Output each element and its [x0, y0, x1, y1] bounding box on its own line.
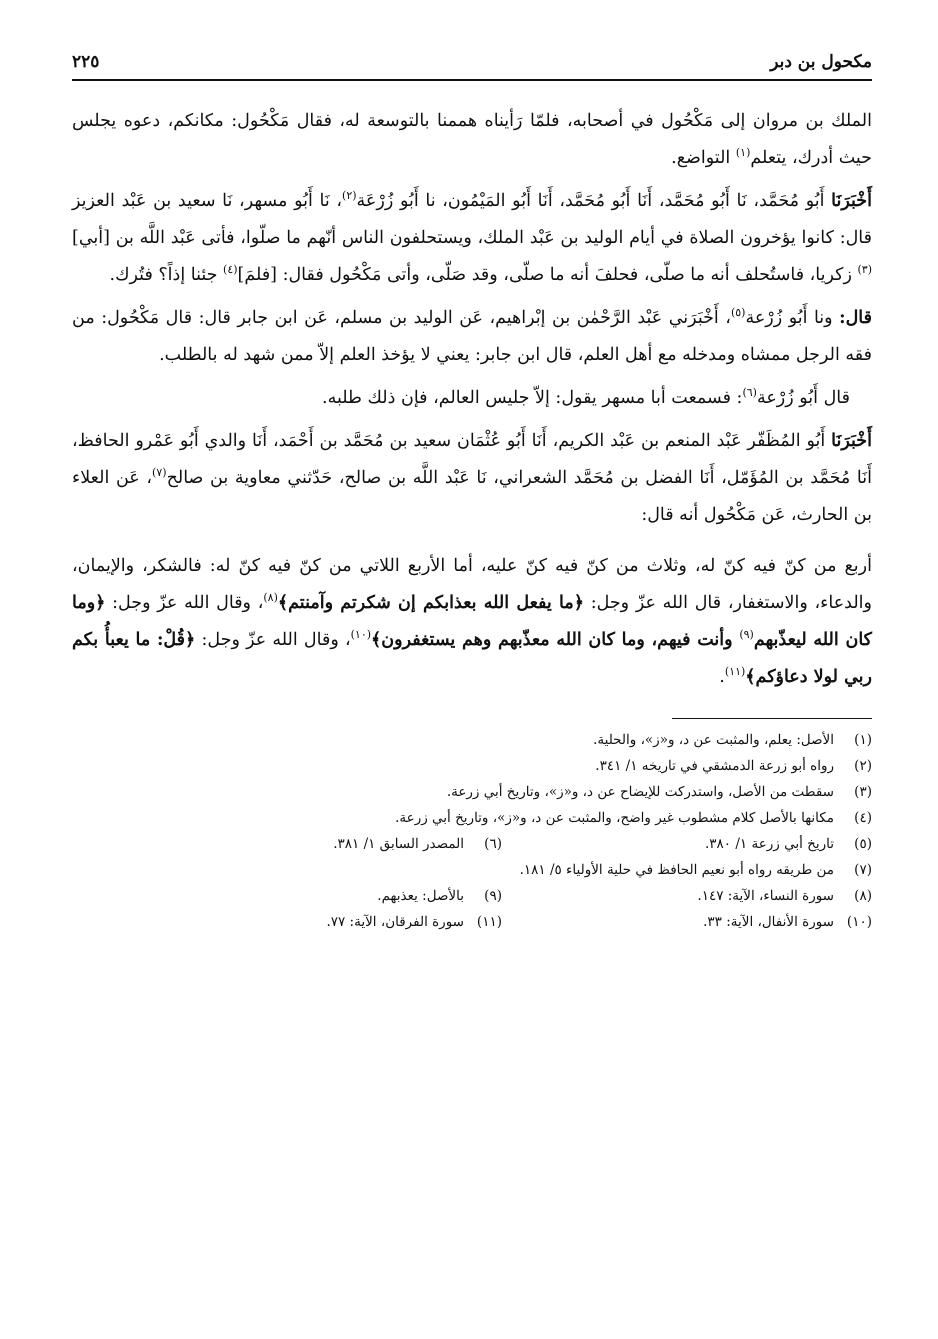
paragraph-text: الملك بن مروان إلى مَكْحُول في أصحابه، فلمّا رَأيناه هممنا بالتوسعة له، فقال مَكْحُول: مكانكم، دعوه يجلس حيث أدرك، يتعلم: [72, 111, 872, 168]
footnote-text: الأصل: يعلم، والمثبت عن د، و«ز»، والحلية.: [593, 732, 834, 748]
footnote-text: سقطت من الأصل، واستدركت للإيضاح عن د، و«ز»، وتاريخ أبي زرعة.: [446, 784, 834, 800]
main-text: [72, 103, 872, 696]
paragraph-text: ، نَا أَبُو مسهر، نَا سعيد بن عَبْد العزيز قال: كانوا يؤخرون الصلاة في أيام الوليد بن عَبْد الملك، ويستحلفون الناس أنّهم ما صلّوا، فأتى عَبْد اللَّه بن [أبي]: [72, 191, 872, 248]
footnote-number: (٩): [484, 888, 502, 904]
footnote-ref-5[interactable]: (٥): [730, 306, 746, 320]
paragraph-text: ، أَخْبَرَني عَبْد الرَّحْمٰن بن إبْراهيم، عَن الوليد بن مسلم، عَن ابن جابر قال: قال مَكْحُول: من فقه الرجل ممشاه ومدخله مع أهل العلم، قال ابن جابر: يعني لا يؤخذ العلم إلاّ ممن شهد له بالطلب.: [72, 308, 872, 365]
footnote-text: تاريخ أبي زرعة ١/ ٣٨٠.: [705, 836, 834, 852]
footnote-text: رواه أبو زرعة الدمشقي في تاريخه ١/ ٣٤١.: [595, 758, 834, 774]
footnote-ref-10[interactable]: (١٠): [350, 628, 372, 642]
quran-quote-2-cont: وأنت فيهم، وما كان الله معذّبهم وهم يستغفرون﴾: [371, 630, 740, 650]
book-page: [72, 52, 872, 935]
footnote-text: من طريقه رواه أبو نعيم الحافظ في حلية الأولياء ٥/ ١٨١.: [519, 862, 834, 878]
footnote-ref-3[interactable]: (٣): [857, 263, 872, 277]
paragraph-text: أربع من كنّ فيه كنّ له، وثلاث من كنّ فيه كنّ عليه، أما الأربع اللاتي من كنّ فيه كنّ له: فالشكر، والإيمان، والدعاء، والاستغفار، قال الله عزّ وجل:: [72, 556, 872, 613]
footnote-8: [502, 883, 872, 909]
paragraph-6: [72, 548, 872, 696]
paragraph-text: .: [719, 667, 725, 687]
isnad-lead: قال:: [839, 308, 872, 328]
footnote-number: (٤): [854, 810, 872, 826]
footnote-1: [72, 727, 872, 753]
paragraph-text: جئنا إذاً؟ فتُرك.: [109, 265, 224, 285]
running-header: [72, 52, 872, 81]
footnote-number: (٢): [854, 758, 872, 774]
footnote-ref-11[interactable]: (١١): [724, 665, 746, 679]
paragraph-5: [72, 423, 872, 534]
chapter-title: مكحول بن دبر: [770, 52, 872, 72]
footnote-number: (٣): [854, 784, 872, 800]
footnote-ref-9[interactable]: (٩): [739, 628, 754, 642]
isnad-lead: أَخْبَرَنَا: [831, 431, 872, 451]
footnote-text: بالأصل: يعذبهم.: [377, 888, 464, 904]
paragraph-text: زكريا، فاستُحلف أنه ما صلّى، فحلفَ أنه ما صلّى، وقد صَلّى، وأتى مَكْحُول فقال: [فلمَ]: [237, 265, 858, 285]
paragraph-1: [72, 103, 872, 177]
paragraph-2: [72, 183, 872, 294]
paragraph-text: : فسمعت أبا مسهر يقول: إلاّ جليس العالم، فإن ذلك طلبه.: [322, 388, 743, 408]
footnote-4: [72, 805, 872, 831]
footnote-number: (١٠): [846, 914, 872, 930]
footnote-number: (٧): [854, 862, 872, 878]
footnote-row: [72, 909, 872, 935]
paragraph-text: ، وقال الله عزّ وجل:: [105, 593, 264, 613]
paragraph-3: [72, 300, 872, 374]
footnote-ref-2[interactable]: (٢): [342, 189, 357, 203]
footnote-text: المصدر السابق ١/ ٣٨١.: [333, 836, 464, 852]
page-number: ٢٢٥: [72, 52, 100, 72]
footnote-5: [502, 831, 872, 857]
footnote-10: [502, 909, 872, 935]
paragraph-text: أَبُو المُظَفّر عَبْد المنعم بن عَبْد الكريم، أَنَا أَبُو عُثْمَان سعيد بن مُحَمَّد بن أَحْمَد، أَنَا والدي أَبُو عَمْرو الحافظ، أَنَا مُحَمَّد بن المُؤَمّل، أَنَا الفضل بن مُحَمَّد الشعراني، نَا عَبْد اللَّه بن صالح، حَدّثني معاوية بن صالح: [72, 431, 872, 488]
footnote-2: [72, 753, 872, 779]
quran-quote-2: ﴿وما كان الله ليعذّبهم: [72, 593, 872, 650]
footnote-number: (٨): [854, 888, 872, 904]
footnote-row: [72, 883, 872, 909]
footnote-ref-1[interactable]: (١): [735, 146, 751, 160]
footnote-number: (٥): [854, 836, 872, 852]
footnote-ref-8[interactable]: (٨): [263, 591, 278, 605]
quran-quote-1: ﴿ما يفعل الله بعذابكم إن شكرتم وآمنتم﴾: [277, 593, 584, 613]
paragraph-text: ، وقال الله عزّ وجل:: [195, 630, 351, 650]
footnote-number: (١): [854, 732, 872, 748]
paragraph-text: أَبُو مُحَمَّد، نَا أَبُو مُحَمَّد، أَنَا أَبُو مُحَمَّد، أَنَا أَبُو المَيْمُون، نا أَبُو زُرْعَة: [356, 191, 832, 211]
footnote-text: سورة النساء، الآية: ١٤٧.: [697, 888, 834, 904]
footnotes: [72, 727, 872, 935]
quran-quote-3: ﴿قُلْ: ما يعبأُ بكم ربي لولا دعاؤكم﴾: [72, 630, 872, 687]
footnote-7: [72, 857, 872, 883]
paragraph-text: ، عَن العلاء بن الحارث، عَن مَكْحُول أنه قال:: [72, 468, 872, 525]
isnad-lead: أَخْبَرَنَا: [831, 191, 872, 211]
footnote-text: سورة الفرقان، الآية: ٧٧.: [326, 914, 464, 930]
footnote-divider: [672, 718, 872, 719]
footnote-9: [377, 883, 502, 909]
paragraph-text: قال أَبُو زُرْعة: [756, 388, 850, 408]
footnote-text: مكانها بالأصل كلام مشطوب غير واضح، والمثبت عن د، و«ز»، وتاريخ أبي زرعة.: [395, 810, 834, 826]
footnote-ref-4[interactable]: (٤): [223, 263, 238, 277]
footnote-number: (٦): [484, 836, 502, 852]
footnote-number: (١١): [476, 914, 502, 930]
footnote-3: [72, 779, 872, 805]
footnote-text: سورة الأنفال، الآية: ٣٣.: [703, 914, 834, 930]
footnote-6: [333, 831, 502, 857]
paragraph-4: [72, 380, 872, 417]
footnote-ref-6[interactable]: (٦): [742, 386, 757, 400]
footnote-11: [326, 909, 502, 935]
paragraph-text: التواضع.: [671, 148, 736, 168]
footnote-row: [72, 831, 872, 857]
footnote-ref-7[interactable]: (٧): [152, 466, 167, 480]
paragraph-text: ونا أَبُو زُرْعة: [745, 308, 840, 328]
